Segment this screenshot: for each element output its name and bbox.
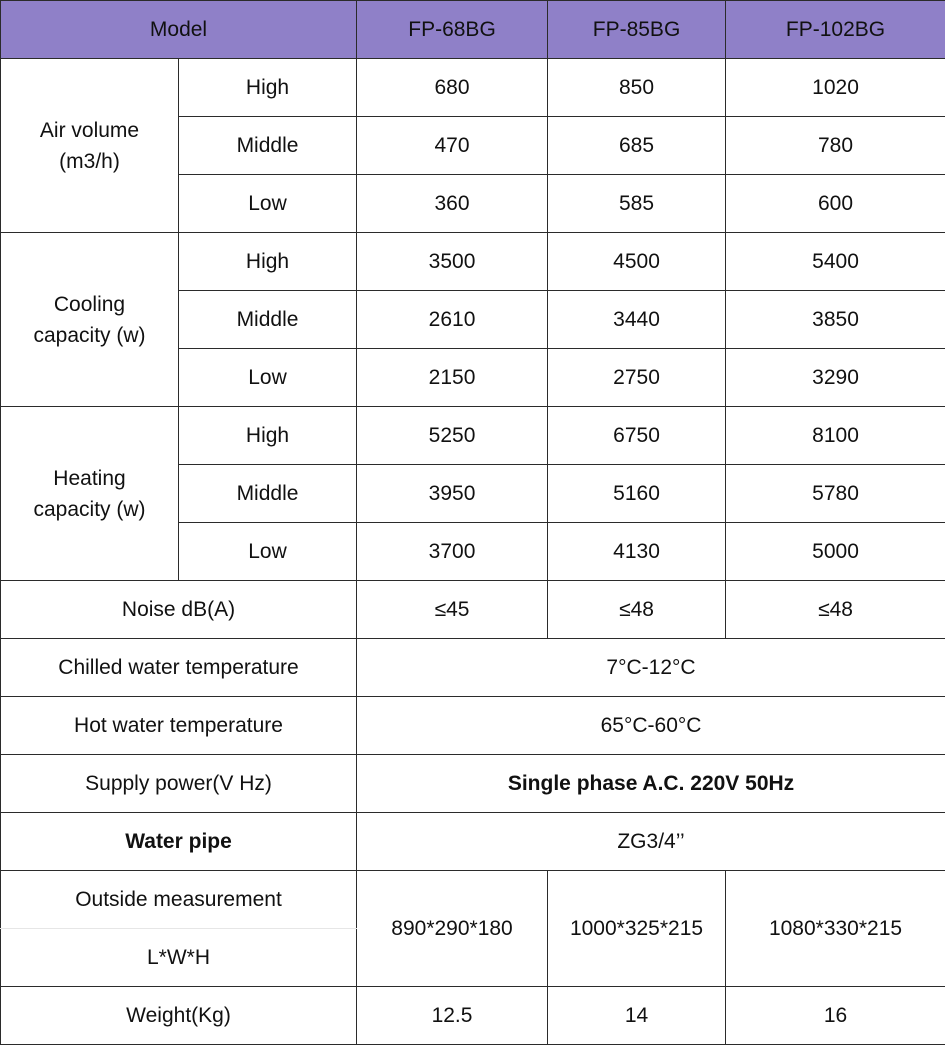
table-cell: 7°C-12°C bbox=[357, 639, 945, 697]
table-cell: Single phase A.C. 220V 50Hz bbox=[357, 755, 945, 813]
table-cell: 3950 bbox=[357, 465, 548, 523]
table-cell: ≤45 bbox=[357, 581, 548, 639]
speed-level: High bbox=[179, 233, 357, 291]
model-name: FP-68BG bbox=[357, 1, 548, 59]
model-name: FP-85BG bbox=[548, 1, 726, 59]
table-cell: 470 bbox=[357, 117, 548, 175]
table-cell: 3440 bbox=[548, 291, 726, 349]
speed-level: High bbox=[179, 59, 357, 117]
table-cell: 2150 bbox=[357, 349, 548, 407]
table-cell: 6750 bbox=[548, 407, 726, 465]
table-cell: 4130 bbox=[548, 523, 726, 581]
table-cell: 360 bbox=[357, 175, 548, 233]
table-cell: 1000*325*215 bbox=[548, 871, 726, 987]
group-label-cooling-capacity bbox=[1, 233, 179, 407]
speed-level: Low bbox=[179, 175, 357, 233]
table-cell: 600 bbox=[726, 175, 945, 233]
table-cell: 685 bbox=[548, 117, 726, 175]
table-cell: 585 bbox=[548, 175, 726, 233]
speed-level: Low bbox=[179, 349, 357, 407]
group-label-line: capacity (w) bbox=[33, 323, 146, 347]
table-cell: 5780 bbox=[726, 465, 945, 523]
group-label-line: capacity (w) bbox=[33, 497, 146, 521]
table-cell: ≤48 bbox=[548, 581, 726, 639]
table-cell: 890*290*180 bbox=[357, 871, 548, 987]
table-cell: ≤48 bbox=[726, 581, 945, 639]
table-cell: ZG3/4’’ bbox=[357, 813, 945, 871]
group-label-heating-capacity bbox=[1, 407, 179, 581]
table-cell: 12.5 bbox=[357, 987, 548, 1045]
row-label: L*W*H bbox=[1, 929, 357, 987]
row-label: Weight(Kg) bbox=[1, 987, 357, 1045]
table-cell: 3700 bbox=[357, 523, 548, 581]
table-cell: 1020 bbox=[726, 59, 945, 117]
speed-level: Low bbox=[179, 523, 357, 581]
table-cell: 2750 bbox=[548, 349, 726, 407]
group-label-line: (m3/h) bbox=[59, 149, 120, 173]
table-cell: 5250 bbox=[357, 407, 548, 465]
row-label: Hot water temperature bbox=[1, 697, 357, 755]
header-row bbox=[1, 1, 945, 59]
table-row bbox=[1, 639, 945, 697]
table-row bbox=[1, 871, 945, 929]
table-cell: 680 bbox=[357, 59, 548, 117]
speed-level: Middle bbox=[179, 117, 357, 175]
row-label: Chilled water temperature bbox=[1, 639, 357, 697]
table-cell: 850 bbox=[548, 59, 726, 117]
table-cell: 2610 bbox=[357, 291, 548, 349]
table-row bbox=[1, 813, 945, 871]
row-label: Water pipe bbox=[1, 813, 357, 871]
group-label-line: Air volume bbox=[39, 118, 140, 142]
speed-level: Middle bbox=[179, 465, 357, 523]
group-label-line: Cooling bbox=[53, 292, 126, 316]
table-cell: 780 bbox=[726, 117, 945, 175]
table-cell: 1080*330*215 bbox=[726, 871, 945, 987]
row-label: Noise dB(A) bbox=[1, 581, 357, 639]
table-row bbox=[1, 59, 945, 117]
group-label-air-volume bbox=[1, 59, 179, 233]
row-label: Supply power(V Hz) bbox=[1, 755, 357, 813]
table-cell: 65°C-60°C bbox=[357, 697, 945, 755]
table-cell: 3850 bbox=[726, 291, 945, 349]
table-cell: 5160 bbox=[548, 465, 726, 523]
table-cell: 8100 bbox=[726, 407, 945, 465]
table-cell: 3290 bbox=[726, 349, 945, 407]
table-cell: 14 bbox=[548, 987, 726, 1045]
table-row bbox=[1, 987, 945, 1045]
speed-level: Middle bbox=[179, 291, 357, 349]
model-name: FP-102BG bbox=[726, 1, 945, 59]
table-row bbox=[1, 407, 945, 465]
group-label-line: Heating bbox=[53, 466, 126, 490]
table-cell: 16 bbox=[726, 987, 945, 1045]
table-row bbox=[1, 581, 945, 639]
row-label: Outside measurement bbox=[1, 871, 357, 929]
table-cell: 3500 bbox=[357, 233, 548, 291]
table-row bbox=[1, 697, 945, 755]
speed-level: High bbox=[179, 407, 357, 465]
table-row bbox=[1, 755, 945, 813]
table-row bbox=[1, 233, 945, 291]
table-cell: 4500 bbox=[548, 233, 726, 291]
model-header: Model bbox=[1, 1, 357, 59]
table-cell: 5000 bbox=[726, 523, 945, 581]
table-cell: 5400 bbox=[726, 233, 945, 291]
